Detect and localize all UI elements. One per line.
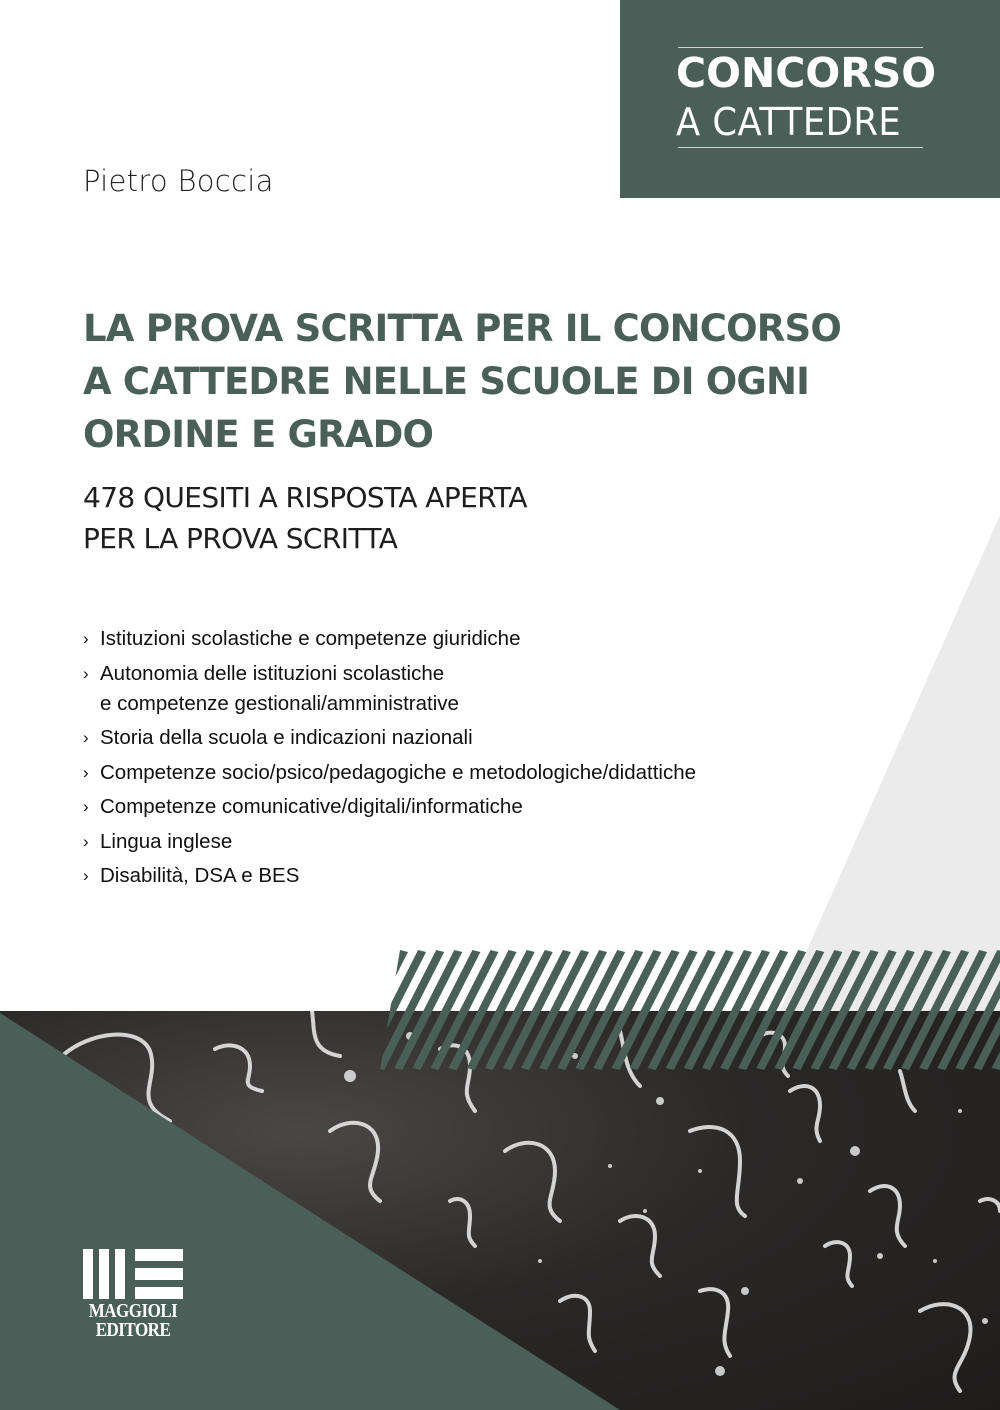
topic-text: Competenze comunicative/digitali/informatiche xyxy=(100,795,523,818)
maggioli-logo-mark-icon xyxy=(83,1249,183,1299)
chevron-right-icon: › xyxy=(83,866,89,885)
series-name-line2: A CATTEDRE xyxy=(676,100,902,144)
title-line: A CATTEDRE NELLE SCUOLE DI OGNI xyxy=(83,360,810,403)
chevron-right-icon: › xyxy=(83,831,89,851)
title-line: LA PROVA SCRITTA PER IL CONCORSO xyxy=(83,307,841,350)
chevron-right-icon: › xyxy=(83,762,89,782)
series-name-line1: CONCORSO xyxy=(676,49,937,97)
chevron-right-icon: › xyxy=(83,629,89,648)
topic-text: Istituzioni scolastiche e competenze giuridiche xyxy=(100,627,521,650)
chevron-right-icon: › xyxy=(83,728,89,747)
topic-text-continued: e competenze gestionali/amministrative xyxy=(100,691,459,715)
publisher-name-line1: MAGGIOLI xyxy=(88,1299,178,1322)
topic-text: Autonomia delle istituzioni scolastiche xyxy=(100,661,445,685)
publisher-name-line2: EDITORE xyxy=(95,1318,171,1341)
topic-text: Lingua inglese xyxy=(100,829,233,853)
subtitle-line: PER LA PROVA SCRITTA xyxy=(83,522,398,555)
publisher-logo xyxy=(83,1249,183,1341)
author-name: Pietro Boccia xyxy=(83,164,274,198)
topic-text: Storia della scuola e indicazioni nazionali xyxy=(100,726,473,749)
chevron-right-icon: › xyxy=(83,663,89,683)
topic-text: Competenze socio/psico/pedagogiche e metodologiche/didattiche xyxy=(100,760,697,784)
subtitle-line: 478 QUESITI A RISPOSTA APERTA xyxy=(83,481,527,514)
topic-text: Disabilità, DSA e BES xyxy=(100,864,300,887)
chevron-right-icon: › xyxy=(83,797,89,816)
title-line: ORDINE E GRADO xyxy=(83,413,434,456)
